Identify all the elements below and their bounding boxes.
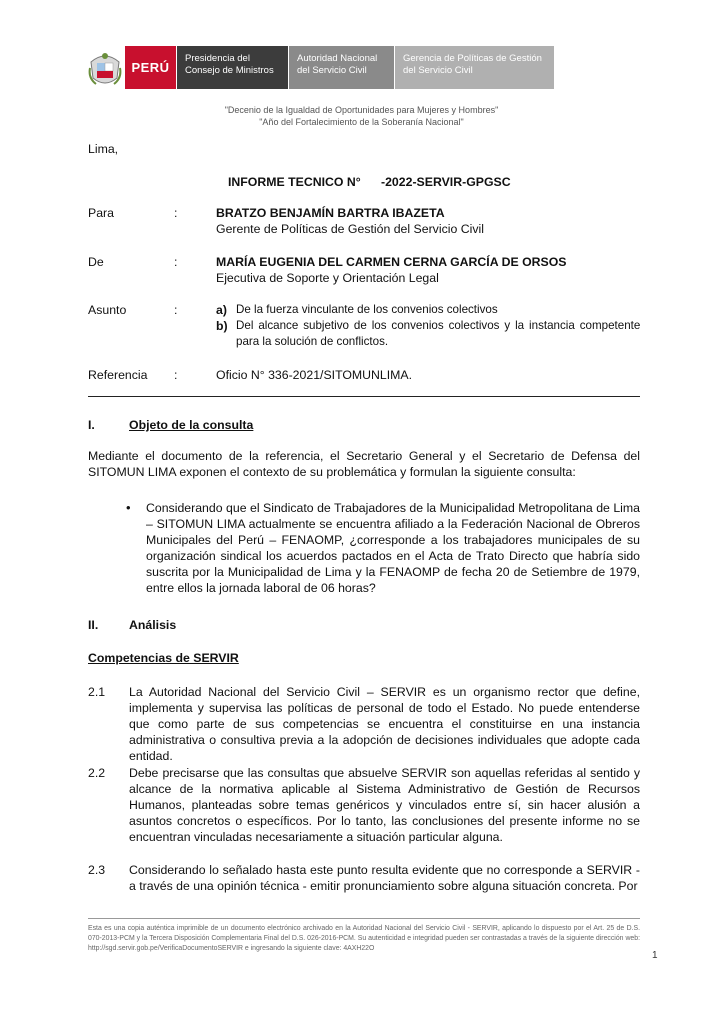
paragraph-2-1: La Autoridad Nacional del Servicio Civil – SERVIR es un organismo rector que define, implementa y supervisa las políticas de personal de todo el Estado. No puede entenderse que como parte de sus competencias se encuentra el constituirse en una instancia administrativa o consultiva previa a la adopción de decisiones individuales que adopte cada entidad. xyxy=(129,685,640,763)
section-1-heading: Objeto de la consulta xyxy=(129,418,254,432)
section-1-bullet: Considerando que el Sindicato de Trabajadores de la Municipalidad Metropolitana de Lima – SITOMUN LIMA actualmente se encuentra afiliado a la Federación Nacional de Obreros Municipales del Perú – FENAOMP, ¿corresponde a los trabajadores municipales de su organización sindical los acuerdos pactados en el Acta de Trato Directo que habría sido suscrita por la Municipalidad de Lima y la FENAOMP de fecha 20 de Setiembre de 1979, entre ellos la jornada laboral de 06 horas? xyxy=(146,501,640,595)
section-2-heading: Análisis xyxy=(129,618,177,632)
de-name: MARÍA EUGENIA DEL CARMEN CERNA GARCÍA DE ORSOS xyxy=(216,255,567,269)
place-date: Lima, xyxy=(88,142,119,156)
asunto-a: De la fuerza vinculante de los convenios colectivos xyxy=(236,303,498,316)
para-role: Gerente de Políticas de Gestión del Servicio Civil xyxy=(216,222,484,236)
report-title-left: INFORME TECNICO N° xyxy=(228,175,361,189)
header-banner xyxy=(86,46,554,89)
de-label: De xyxy=(88,255,104,269)
asunto-b-line-2: para la solución de conflictos. xyxy=(236,335,389,348)
bullet-icon: • xyxy=(126,500,131,515)
para-colon: : xyxy=(174,206,178,220)
de-colon: : xyxy=(174,255,178,269)
report-title-right: -2022-SERVIR-GPGSC xyxy=(381,175,511,189)
asunto-b-marker: b) xyxy=(216,319,228,333)
asunto-a-marker: a) xyxy=(216,303,227,317)
page-number: 1 xyxy=(652,950,658,961)
paragraph-number: 2.2 xyxy=(88,766,106,780)
paragraph-2-3: Considerando lo señalado hasta este punto resulta evidente que no corresponde a SERVIR -a través de una opinión técnica - emitir pronunciamiento sobre alguna situación concreta. Por xyxy=(129,863,640,893)
authenticity-footer: Esta es una copia auténtica imprimible de un documento electrónico archivado en la Autoridad Nacional del Servicio Civil - SERVIR, aplicando lo dispuesto por el Art. 25 de D.S. 070-2013-PCM y la Tercera Disposición Complementaria Final del D.S. 026-2016-PCM. Su autenticidad e integridad pueden ser contrastadas a través de la siguiente dirección web: http://sgd.servir.gob.pe/VerificaDocumentoSERVIR e ingresando la siguiente clave: 4AXH22O xyxy=(88,918,640,958)
para-name: BRATZO BENJAMÍN BARTRA IBAZETA xyxy=(216,206,445,220)
motto xyxy=(0,104,723,128)
peru-flag-label: PERÚ xyxy=(124,46,176,89)
motto-line-2: "Año del Fortalecimiento de la Soberanía Nacional" xyxy=(259,117,464,127)
institution-pcm: Presidencia del Consejo de Ministros xyxy=(176,46,288,89)
coat-of-arms-icon xyxy=(86,46,124,89)
institution-servir: Autoridad Nacional del Servicio Civil xyxy=(288,46,394,89)
section-2-subheading: Competencias de SERVIR xyxy=(88,651,239,665)
asunto-label: Asunto xyxy=(88,303,127,317)
de-role: Ejecutiva de Soporte y Orientación Legal xyxy=(216,271,439,285)
asunto-b-line-1: Del alcance subjetivo de los convenios colectivos y la instancia competente xyxy=(236,319,641,332)
para-label: Para xyxy=(88,206,114,220)
section-2-number: II. xyxy=(88,618,99,632)
asunto-colon: : xyxy=(174,303,178,317)
section-1-intro: Mediante el documento de la referencia, el Secretario General y el Secretario de Defensa del SITOMUN LIMA exponen el contexto de su problemática y formulan la siguiente consulta: xyxy=(88,449,640,479)
referencia-value: Oficio N° 336-2021/SITOMUNLIMA. xyxy=(216,368,413,382)
header-divider xyxy=(88,396,640,397)
referencia-label: Referencia xyxy=(88,368,148,382)
paragraph-number: 2.1 xyxy=(88,685,106,699)
paragraph-number: 2.3 xyxy=(88,863,106,877)
paragraph-2-2: Debe precisarse que las consultas que absuelve SERVIR son aquellas referidas al sentido y alcance de la normativa aplicable al Sistema Administrativo de Gestión de Recursos Humanos, planteadas sobre temas genéricos y vinculados entre sí, sin hacer alusión a asuntos concretos o específicos. Por lo tanto, las conclusiones del presente informe no se encuentran vinculadas necesariamente a situación particular alguna. xyxy=(129,766,640,844)
institution-gpgsc: Gerencia de Políticas de Gestión del Servicio Civil xyxy=(394,46,554,89)
motto-line-1: "Decenio de la Igualdad de Oportunidades para Mujeres y Hombres" xyxy=(224,105,499,115)
referencia-colon: : xyxy=(174,368,178,382)
section-1-number: I. xyxy=(88,418,95,432)
